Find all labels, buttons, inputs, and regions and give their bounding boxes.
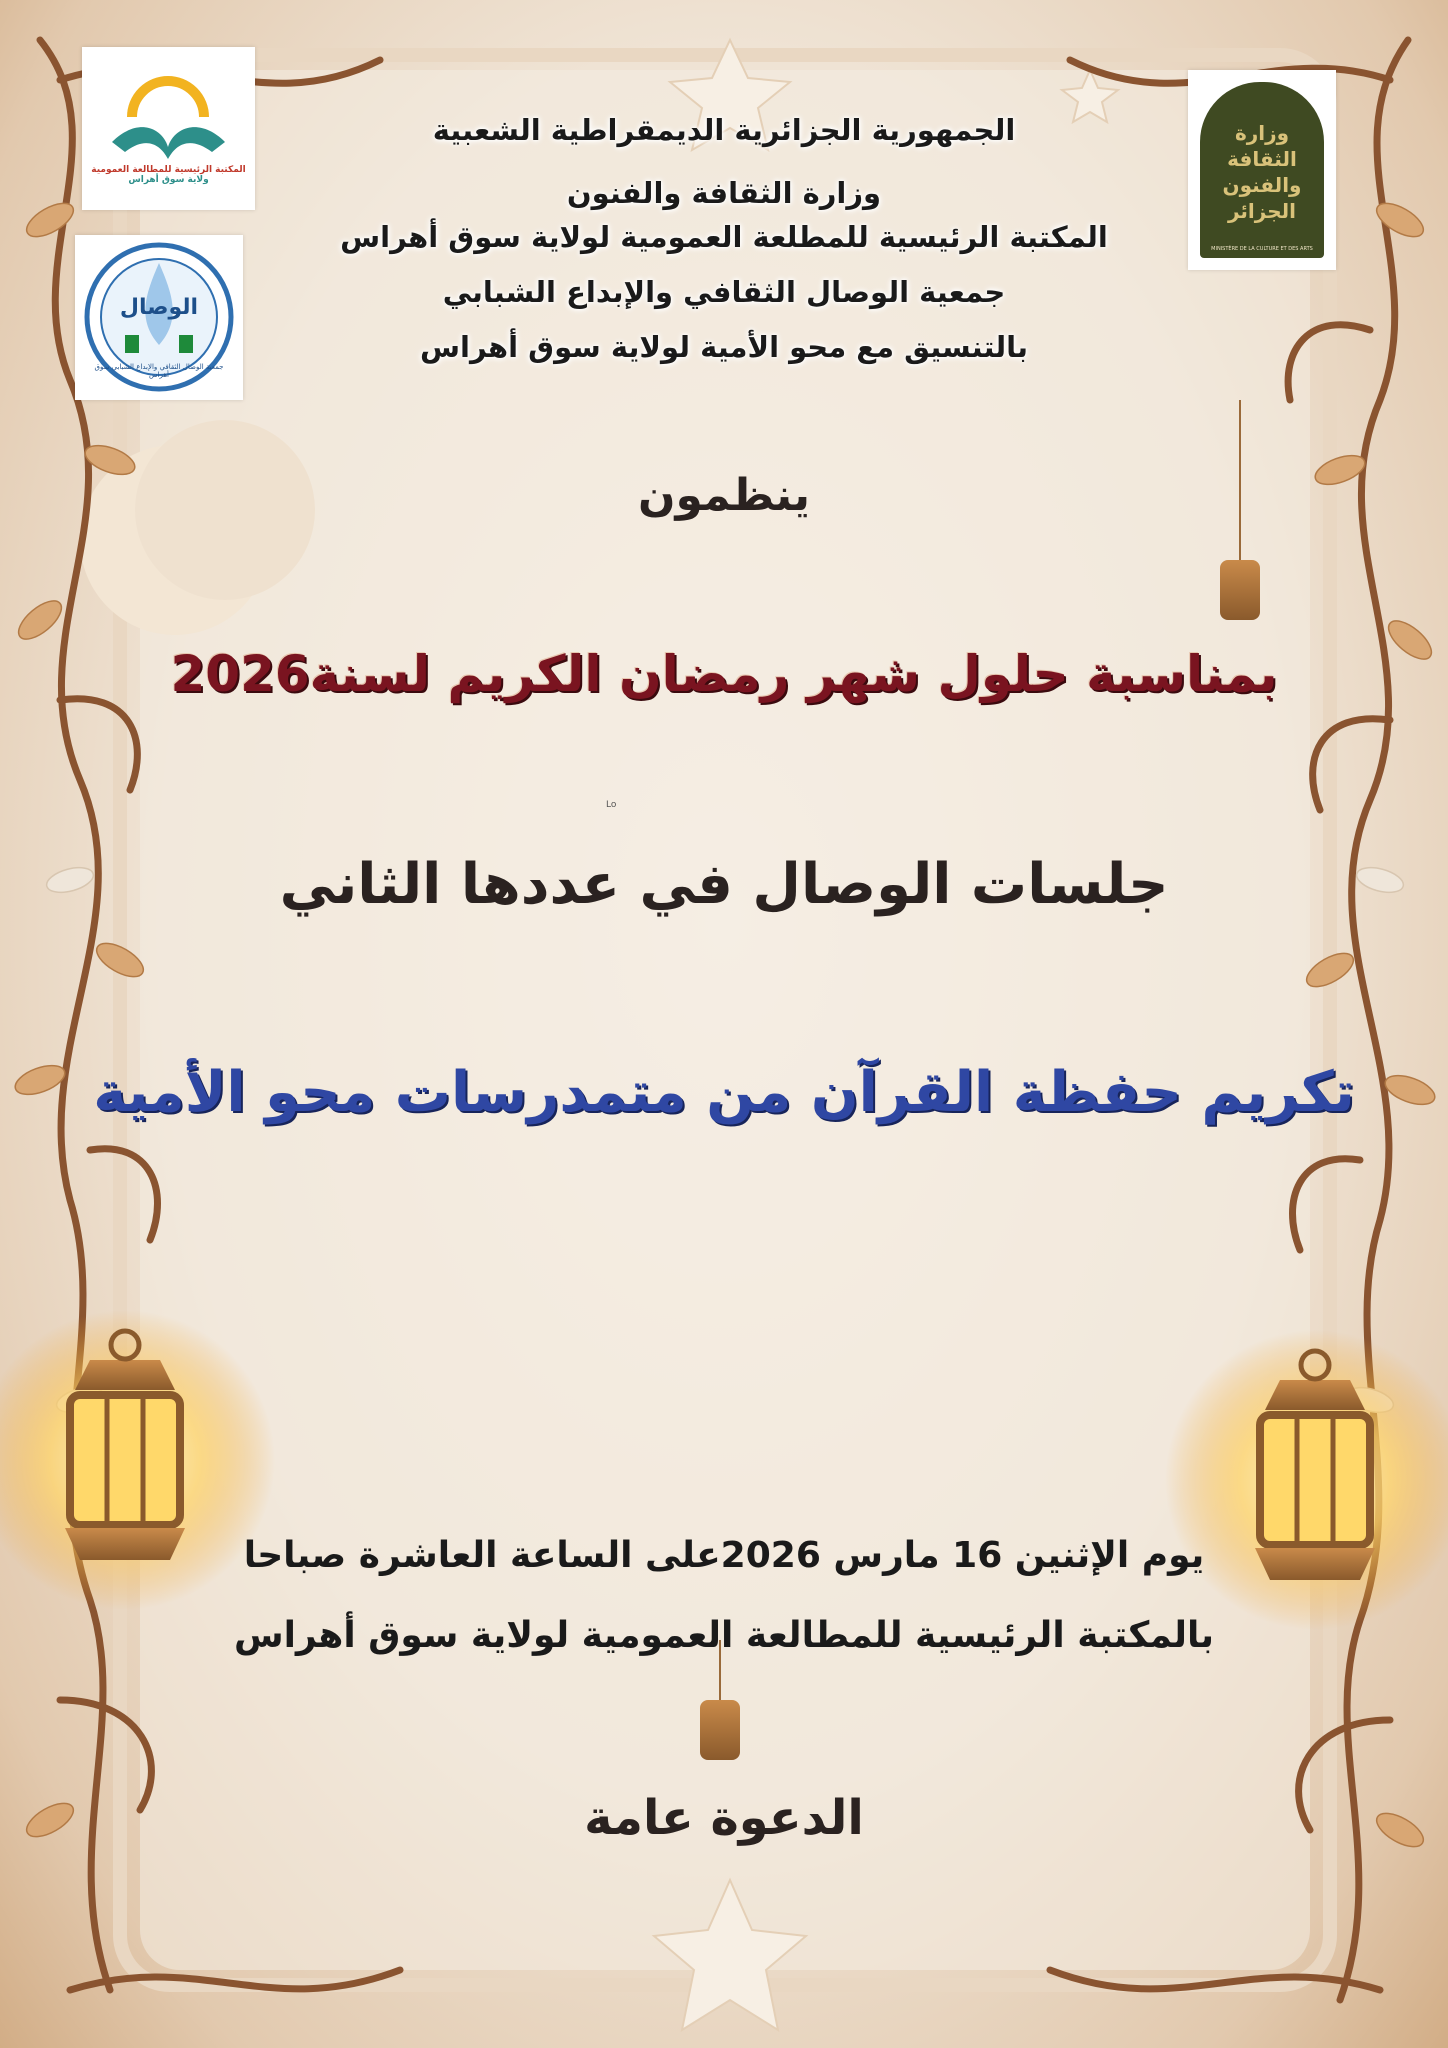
header-ministry: وزارة الثقافة والفنون — [566, 176, 882, 210]
header-library: المكتبة الرئيسية للمطلعة العمومية لولاية سوق أهراس — [340, 220, 1108, 254]
date-line: يوم الإثنين 16 مارس 2026على الساعة العاشرة صباحا — [243, 1535, 1205, 1576]
header-association: جمعية الوصال الثقافي والإبداع الشبابي — [442, 275, 1006, 309]
association-logo — [75, 235, 243, 400]
header-coordination: بالتنسيق مع محو الأمية لولاية سوق أهراس — [420, 330, 1028, 364]
header-republic: الجمهورية الجزائرية الديمقراطية الشعبية — [432, 113, 1016, 147]
ministry-logo-script: وزارة الثقافة والفنون الجزائر — [1222, 121, 1302, 223]
association-logo-script: الوصال — [119, 295, 199, 320]
event-subject: تكريم حفظة القرآن من متمدرسات محو الأمية — [93, 1060, 1355, 1125]
occasion-heading: بمناسبة حلول شهر رمضان الكريم لسنة2026 — [170, 645, 1278, 703]
library-logo-line2: ولاية سوق أهراس — [128, 175, 209, 185]
public-invitation: الدعوة عامة — [584, 1790, 864, 1846]
association-logo-ring: جمعية الوصال الثقافي والإبداع الشبابي سوق أهراس — [94, 363, 224, 379]
ministry-logo-caption: MINISTÈRE DE LA CULTURE ET DES ARTS — [1211, 246, 1313, 252]
event-title: جلسات الوصال في عددها الثاني — [279, 852, 1169, 917]
venue-line: بالمكتبة الرئيسية للمطالعة العمومية لولاية سوق أهراس — [233, 1615, 1215, 1656]
organize-heading: ينظمون — [638, 470, 810, 521]
library-logo-line1: المكتبة الرئيسية للمطالعة العمومية — [91, 165, 246, 175]
small-mark: Lo — [606, 800, 617, 810]
